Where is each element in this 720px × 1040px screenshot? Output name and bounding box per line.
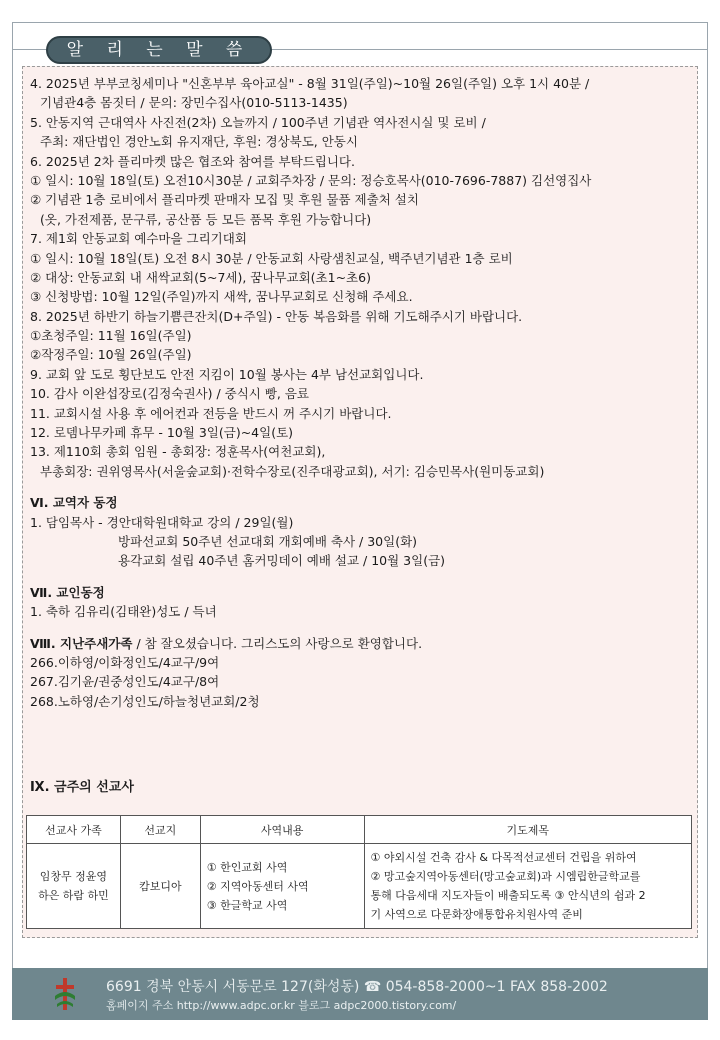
notice-line: ③ 신청방법: 10월 12일(주일)까지 새싹, 꿈나무교회로 신청해 주세요. — [30, 289, 413, 305]
footer-address: 6691 경북 안동시 서동문로 127(화성동) ☎ 054-858-2000~1 FAX 858-2002 — [106, 979, 608, 995]
mission-work-cell — [200, 844, 364, 929]
missionary-table — [26, 815, 692, 929]
notice-line: 기념관4층 몸짓터 / 문의: 장민수집사(010-5113-1435) — [40, 95, 348, 111]
notice-line: ② 기념관 1층 로비에서 플리마켓 판매자 모집 및 후원 물품 제출처 설치 — [30, 192, 419, 208]
staff-line: 용각교회 설립 40주년 홈커밍데이 예배 설교 / 10월 3일(금) — [118, 553, 446, 569]
notice-line: 4. 2025년 부부코칭세미나 "신혼부부 육아교실" - 8월 31일(주일)~10월 26일(주일) 오후 1시 40분 / — [30, 76, 590, 91]
notice-line: 7. 제1회 안동교회 예수마을 그리기대회 — [30, 231, 247, 247]
staff-line: 방파선교회 50주년 선교대회 개회예배 축사 / 30일(화) — [118, 533, 418, 549]
church-logo-icon — [52, 976, 78, 1012]
prayer-line: 기 사역으로 다문화장애통합유치원사역 준비 — [370, 908, 583, 921]
notice-line: 부총회장: 권위영목사(서울숲교회)·전학수장로(진주대광교회), 서기: 김승민목사(원미동교회) — [40, 463, 545, 479]
prayer-line: 통해 다음세대 지도자들이 배출되도록 ③ 안식년의 쉼과 2 — [370, 889, 646, 902]
mission-location-cell: 캄보디아 — [120, 844, 200, 929]
member-line: 1. 축하 김유리(김태완)성도 / 득녀 — [30, 604, 217, 620]
notice-line: 11. 교회시설 사용 후 에어컨과 전등을 반드시 꺼 주시기 바랍니다. — [30, 405, 392, 421]
newcomers-heading-bold: Ⅷ. 지난주새가족 — [30, 635, 133, 651]
section-heading-missionary: Ⅸ. 금주의 선교사 — [30, 780, 134, 795]
section-heading-members: Ⅶ. 교인동정 — [30, 584, 105, 600]
staff-line: 1. 담임목사 - 경안대학원대학교 강의 / 29일(월) — [30, 514, 294, 530]
page-title: 알 리 는 말 씀 — [46, 36, 272, 64]
work-line: ② 지역아동센터 사역 — [206, 879, 309, 893]
section-heading-newcomers — [30, 634, 695, 653]
work-line: ③ 한글학교 사역 — [206, 898, 288, 912]
newcomer-line: 268.노하영/손기성인도/하늘청년교회/2청 — [30, 693, 260, 709]
table-row — [27, 844, 692, 929]
notice-line: 10. 감사 이완섭장로(김정숙권사) / 중식시 빵, 음료 — [30, 386, 310, 402]
newcomer-line: 266.이하영/이화정인도/4교구/9여 — [30, 654, 220, 670]
family-line: 임창무 정윤영 — [39, 870, 108, 883]
missionary-family-cell — [27, 844, 121, 929]
notice-line: 주최: 재단법인 경안노회 유지재단, 후원: 경상북도, 안동시 — [40, 134, 358, 150]
notice-line: ① 일시: 10월 18일(토) 오전 8시 30분 / 안동교회 사랑샘친교실, 백주년기념관 1층 로비 — [30, 250, 513, 266]
work-line: ① 한인교회 사역 — [206, 860, 288, 874]
notice-line: 5. 안동지역 근대역사 사진전(2차) 오늘까지 / 100주년 기념관 역사전시실 및 로비 / — [30, 114, 486, 130]
notices-list — [30, 74, 695, 711]
prayer-topics-cell — [364, 844, 691, 929]
notice-line: 9. 교회 앞 도로 횡단보도 안전 지킴이 10월 봉사는 4부 남선교회입니다. — [30, 366, 424, 382]
column-header: 선교사 가족 — [27, 816, 121, 844]
notice-line: ① 일시: 10월 18일(토) 오전10시30분 / 교회주차장 / 문의: 정승호목사(010-7696-7887) 김선영집사 — [30, 172, 592, 188]
notice-line: (옷, 가전제품, 문구류, 공산품 등 모든 품목 후원 가능합니다) — [40, 211, 372, 227]
notice-line: ①초청주일: 11월 16일(주일) — [30, 328, 192, 344]
table-header-row — [27, 816, 692, 844]
prayer-line: ② 망고숲지역아동센터(망고숲교회)과 시엠립한글학교를 — [370, 870, 641, 883]
notice-line: 8. 2025년 하반기 하늘기쁨큰잔치(D+주일) - 안동 복음화를 위해 기도해주시기 바랍니다. — [30, 308, 523, 324]
notice-line: 6. 2025년 2차 플리마켓 많은 협조와 참여를 부탁드립니다. — [30, 153, 355, 169]
newcomer-line: 267.김기윤/권중성인도/4교구/8여 — [30, 674, 220, 690]
family-line: 하은 하람 하민 — [38, 889, 109, 902]
footer-web-links: 홈페이지 주소 http://www.adpc.or.kr 블로그 adpc2000.tistory.com/ — [106, 999, 457, 1012]
notice-line: 13. 제110회 총회 임원 - 총회장: 정훈목사(여천교회), — [30, 444, 326, 460]
column-header: 사역내용 — [200, 816, 364, 844]
notice-line: ②작정주일: 10월 26일(주일) — [30, 347, 192, 363]
prayer-line: ① 야외시설 건축 감사 & 다목적선교센터 건립을 위하여 — [370, 851, 637, 864]
newcomers-heading-rest: / 참 잘오셨습니다. 그리스도의 사랑으로 환영합니다. — [132, 635, 423, 651]
column-header: 기도제목 — [364, 816, 691, 844]
notice-line: ② 대상: 안동교회 내 새싹교회(5~7세), 꿈나무교회(초1~초6) — [30, 269, 371, 285]
footer — [12, 968, 708, 1020]
section-heading-staff: Ⅵ. 교역자 동정 — [30, 495, 118, 511]
notice-line: 12. 로뎀나무카페 휴무 - 10월 3일(금)~4일(토) — [30, 425, 294, 441]
column-header: 선교지 — [120, 816, 200, 844]
